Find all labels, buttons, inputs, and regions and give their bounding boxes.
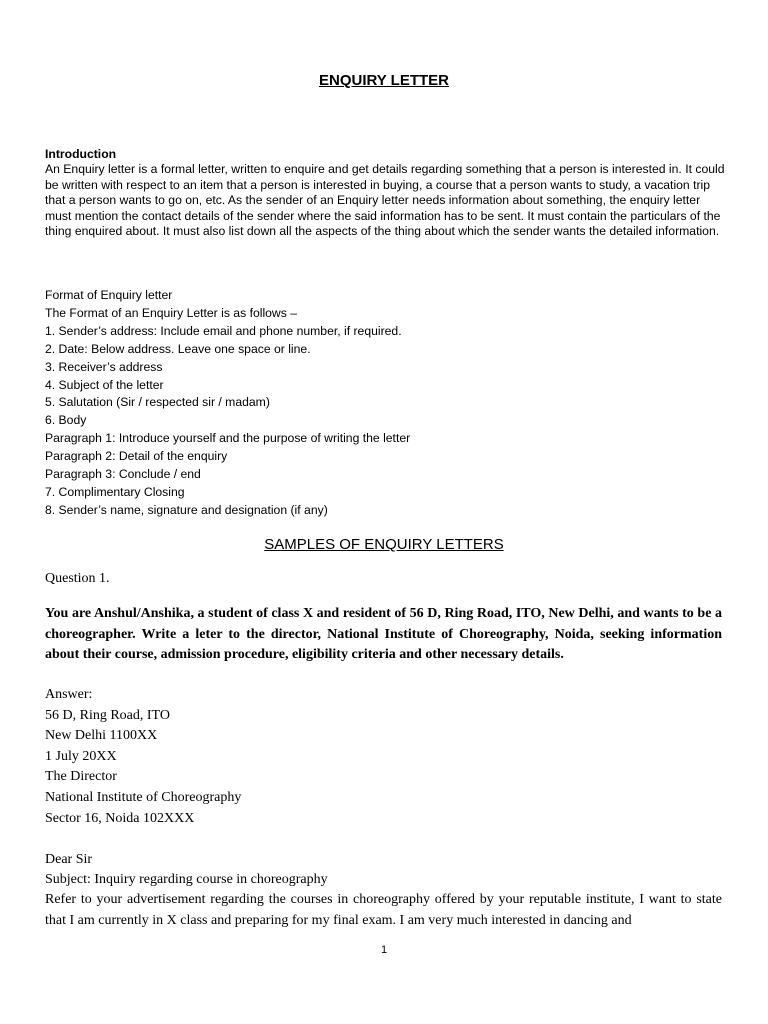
answer-line: Sector 16, Noida 102XXX xyxy=(45,810,195,826)
format-line: 7. Complimentary Closing xyxy=(45,484,185,499)
introduction-heading: Introduction xyxy=(45,147,117,161)
format-line: 6. Body xyxy=(45,413,87,428)
format-line: 1. Sender’s address: Include email and phone number, if required. xyxy=(45,323,402,338)
samples-heading: SAMPLES OF ENQUIRY LETTERS xyxy=(264,536,504,553)
format-line: 8. Sender’s name, signature and designation (if any) xyxy=(45,502,328,517)
format-line: The Format of an Enquiry Letter is as follows – xyxy=(45,305,297,320)
letter-section xyxy=(45,850,722,930)
document-title: ENQUIRY LETTER xyxy=(318,72,449,89)
format-line: 4. Subject of the letter xyxy=(45,377,164,392)
answer-line: National Institute of Choreography xyxy=(45,789,242,805)
format-line: 2. Date: Below address. Leave one space or line. xyxy=(45,341,311,356)
format-line: Paragraph 1: Introduce yourself and the purpose of writing the letter xyxy=(45,431,411,446)
format-section xyxy=(45,287,725,520)
format-line: Format of Enquiry letter xyxy=(45,288,173,302)
letter-salutation: Dear Sir xyxy=(45,852,93,867)
answer-line: The Director xyxy=(45,769,117,785)
format-line: Paragraph 2: Detail of the enquiry xyxy=(45,449,228,464)
answer-line: 56 D, Ring Road, ITO xyxy=(45,707,170,723)
question-text: You are Anshul/Anshika, a student of class X and resident of 56 D, Ring Road, ITO, New Delhi, and wants to be a choreographer. Write a leter to the director, National Institute of Choreography, Noida, seeking information about their course, admission procedure, eligibility criteria and other necessary details. xyxy=(45,606,722,663)
question-label: Question 1. xyxy=(45,571,110,586)
answer-section xyxy=(45,685,722,829)
answer-line: New Delhi 1100XX xyxy=(45,728,158,744)
format-line: 5. Salutation (Sir / respected sir / madam) xyxy=(45,395,270,410)
introduction-section xyxy=(45,147,725,239)
letter-subject: Subject: Inquiry regarding course in choreography xyxy=(45,872,328,888)
page-number: 1 xyxy=(380,944,388,956)
introduction-paragraph: An Enquiry letter is a formal letter, written to enquire and get details regarding something that a person is interested in. It could be written with respect to an item that a person is interested in buying, a course that a person wants to study, a vacation trip that a person wants to go on, etc. As the sender of an Enquiry letter needs information about something, the enquiry letter must mention the contact details of the sender where the said information has to be sent. It must contain the particulars of the thing enquired about. It must also list down all the aspects of the thing about which the sender wants the detailed information. xyxy=(45,162,725,239)
answer-line: Answer: xyxy=(45,687,93,702)
answer-line: 1 July 20XX xyxy=(45,748,117,764)
format-line: Paragraph 3: Conclude / end xyxy=(45,467,201,482)
format-line: 3. Receiver’s address xyxy=(45,359,163,374)
letter-body: Refer to your advertisement regarding the courses in choreography offered by your reputable institute, I want to state that I am currently in X class and preparing for my final exam. I am very much interested in dancing and xyxy=(45,892,722,928)
